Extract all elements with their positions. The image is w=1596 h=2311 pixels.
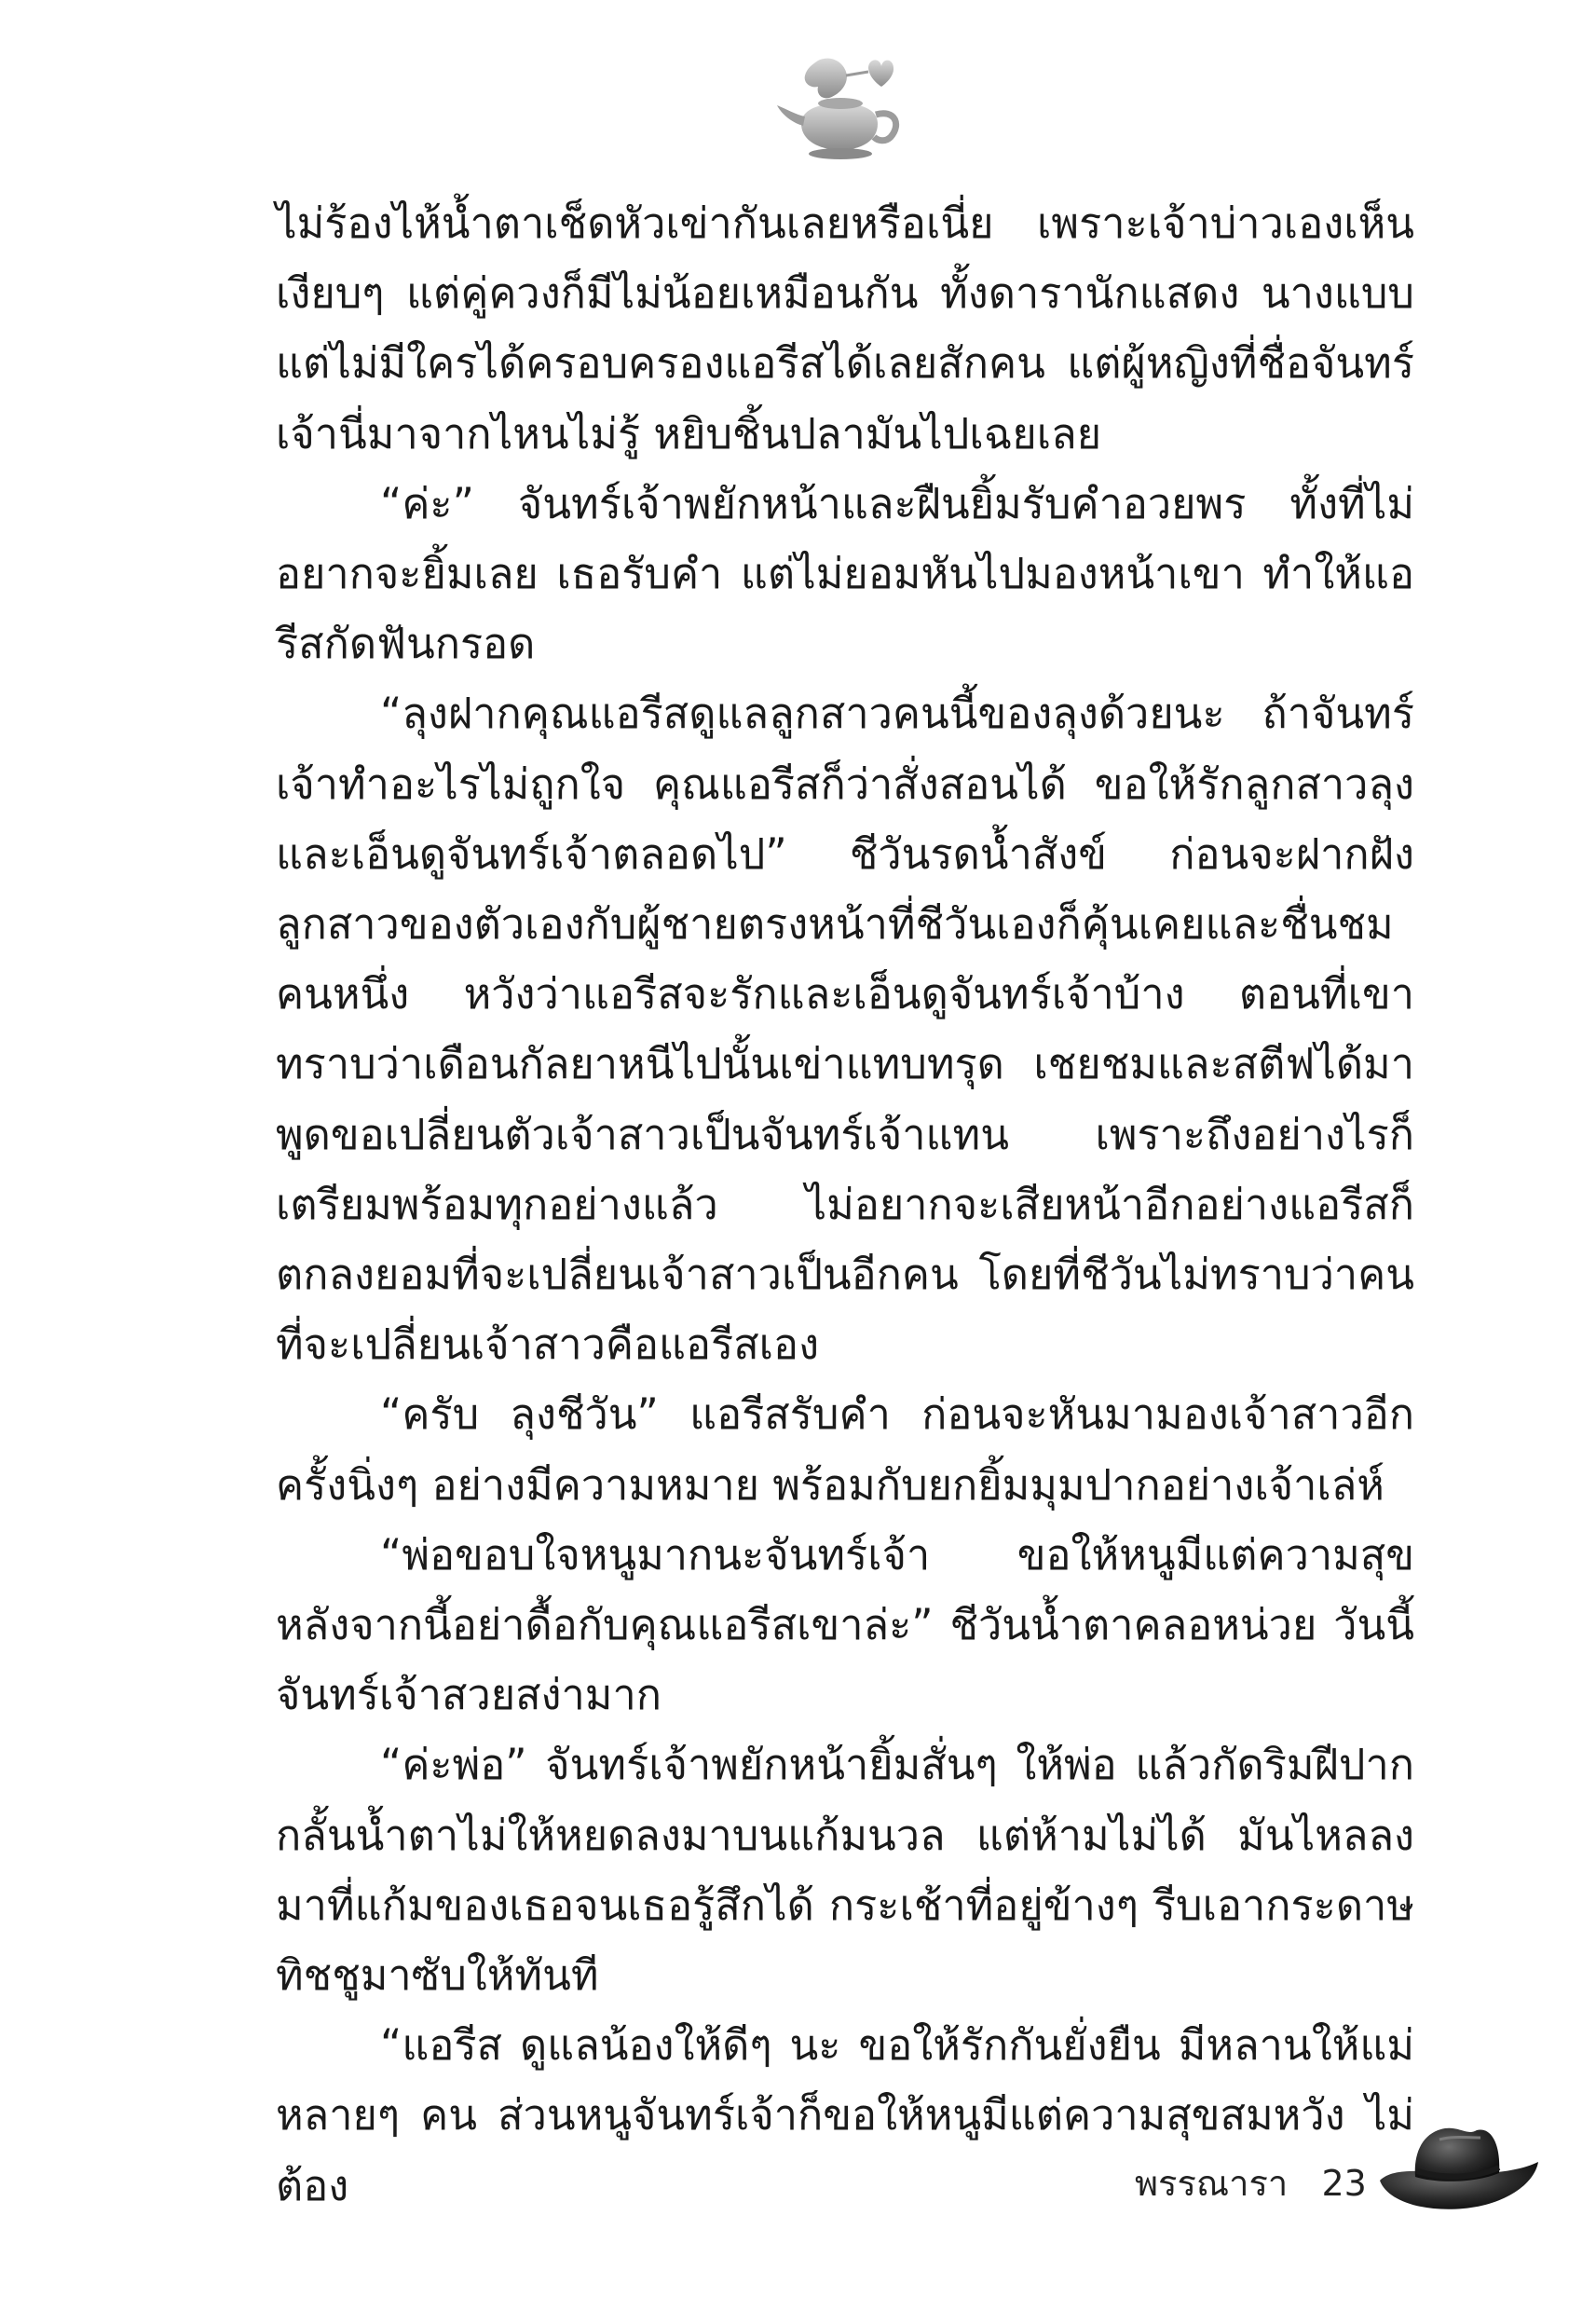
paragraph-7: “แอรีส ดูแลน้องให้ดีๆ นะ ขอให้รักกันยั่งยืน มีหลานให้แม่หลายๆ คน ส่วนหนูจันทร์เจ้าก็ขอให้หนูมีแต่ความสุขสมหวัง ไม่ต้อง	[276, 2020, 1414, 2210]
page-footer	[1135, 2160, 1367, 2207]
paragraph-2: “ค่ะ” จันทร์เจ้าพยักหน้าและฝืนยิ้มรับคำอวยพร ทั้งที่ไม่อยากจะยิ้มเลย เธอรับคำ แต่ไม่ยอมหันไปมองหน้าเขา ทำให้แอรีสกัดฟันกรอด	[276, 478, 1414, 669]
teapot-cupid-ornament-icon	[764, 51, 913, 172]
paragraph-5: “พ่อขอบใจหนูมากนะจันทร์เจ้า ขอให้หนูมีแต่ความสุข หลังจากนี้อย่าดื้อกับคุณแอรีสเขาล่ะ” ชีวันน้ำตาคลอหน่วย วันนี้จันทร์เจ้าสวยสง่ามาก	[276, 1529, 1414, 1720]
paragraph-6: “ค่ะพ่อ” จันทร์เจ้าพยักหน้ายิ้มสั่นๆ ให้พ่อ แล้วกัดริมฝีปากกลั้นน้ำตาไม่ให้หยดลงมาบนแก้มนวล แต่ห้ามไม่ได้ มันไหลลงมาที่แก้มของเธอจนเธอรู้สึกได้ กระเช้าที่อยู่ข้างๆ รีบเอากระดาษทิชชูมาซับให้ทันที	[276, 1740, 1414, 2001]
paragraph-3: “ลุงฝากคุณแอรีสดูแลลูกสาวคนนี้ของลุงด้วยนะ ถ้าจันทร์เจ้าทำอะไรไม่ถูกใจ คุณแอรีสก็ว่าสั่งสอนได้ ขอให้รักลูกสาวลุงและเอ็นดูจันทร์เจ้าตลอดไป” ชีวันรดน้ำสังข์ ก่อนจะฝากฝังลูกสาวของตัวเองกับผู้ชายตรงหน้าที่ชีวันเองก็คุ้นเคยและชื่นชมคนหนึ่ง หวังว่าแอรีสจะรักและเอ็นดูจันทร์เจ้าบ้าง ตอนที่เขาทราบว่าเดือนกัลยาหนีไปนั้นเข่าแทบทรุด เชยชมและสตีฟได้มาพูดขอเปลี่ยนตัวเจ้าสาวเป็นจันทร์เจ้าแทน เพราะถึงอย่างไรก็เตรียมพร้อมทุกอย่างแล้ว ไม่อยากจะเสียหน้าอีกอย่างแอรีสก็ตกลงยอมที่จะเปลี่ยนเจ้าสาวเป็นอีกคน โดยที่ชีวันไม่ทราบว่าคนที่จะเปลี่ยนเจ้าสาวคือแอรีสเอง	[276, 689, 1414, 1370]
paragraph-4: “ครับ ลุงชีวัน” แอรีสรับคำ ก่อนจะหันมามองเจ้าสาวอีกครั้งนิ่งๆ อย่างมีความหมาย พร้อมกับยกยิ้มมุมปากอย่างเจ้าเล่ห์	[276, 1389, 1414, 1510]
story-text	[276, 188, 1414, 2221]
cowboy-hat-icon	[1374, 2115, 1542, 2218]
paragraph-1: ไม่ร้องไห้น้ำตาเช็ดหัวเข่ากันเลยหรือเนี่ย เพราะเจ้าบ่าวเองเห็นเงียบๆ แต่คู่ควงก็มีไม่น้อยเหมือนกัน ทั้งดารานักแสดง นางแบบ แต่ไม่มีใครได้ครอบครองแอรีสได้เลยสักคน แต่ผู้หญิงที่ชื่อจันทร์เจ้านี่มาจากไหนไม่รู้ หยิบชิ้นปลามันไปเฉยเลย	[276, 198, 1414, 458]
book-title: พรรณารา	[1135, 2163, 1289, 2204]
page-number: 23	[1321, 2163, 1367, 2204]
